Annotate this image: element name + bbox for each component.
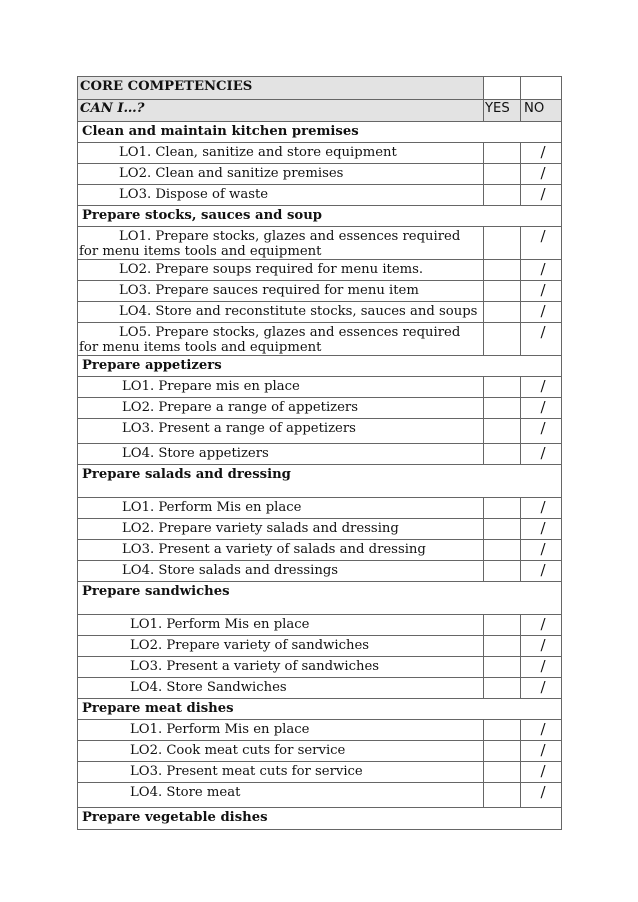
learning-outcome: LO3. Dispose of waste	[78, 185, 484, 206]
yes-cell	[484, 377, 521, 398]
table-row	[78, 419, 562, 444]
section-title: Prepare vegetable dishes	[78, 808, 562, 830]
table-row	[78, 561, 562, 582]
yes-cell	[484, 419, 521, 444]
learning-outcome: LO2. Cook meat cuts for service	[78, 741, 484, 762]
learning-outcome: LO2. Prepare variety salads and dressing	[78, 519, 484, 540]
competency-checklist-table	[77, 76, 562, 830]
table-row	[78, 783, 562, 808]
no-check-mark: /	[521, 143, 562, 164]
table-row	[78, 636, 562, 657]
no-check-mark: /	[521, 741, 562, 762]
table-row	[78, 377, 562, 398]
table-row	[78, 302, 562, 323]
learning-outcome: LO4. Store and reconstitute stocks, sauces and soups	[78, 302, 484, 323]
no-check-mark: /	[521, 783, 562, 808]
learning-outcome: LO2. Prepare soups required for menu items.	[78, 260, 484, 281]
learning-outcome: LO4. Store Sandwiches	[78, 678, 484, 699]
no-check-mark: /	[521, 657, 562, 678]
section-row	[78, 206, 562, 227]
table-row	[78, 260, 562, 281]
yes-cell	[484, 260, 521, 281]
yes-cell	[484, 143, 521, 164]
no-check-mark: /	[521, 323, 562, 356]
learning-outcome: LO3. Present a variety of salads and dressing	[78, 540, 484, 561]
learning-outcome: LO3. Present meat cuts for service	[78, 762, 484, 783]
no-check-mark: /	[521, 615, 562, 636]
yes-cell	[484, 783, 521, 808]
yes-cell	[484, 741, 521, 762]
learning-outcome: LO3. Present a range of appetizers	[78, 419, 484, 444]
yes-cell	[484, 720, 521, 741]
learning-outcome: LO2. Prepare a range of appetizers	[78, 398, 484, 419]
yes-cell	[484, 227, 521, 260]
yes-cell	[484, 636, 521, 657]
table-row	[78, 281, 562, 302]
no-check-mark: /	[521, 227, 562, 260]
yes-cell	[484, 561, 521, 582]
table-row	[78, 678, 562, 699]
learning-outcome: LO1. Perform Mis en place	[78, 615, 484, 636]
table-row	[78, 498, 562, 519]
no-check-mark: /	[521, 398, 562, 419]
learning-outcome: LO4. Store meat	[78, 783, 484, 808]
section-title: Prepare stocks, sauces and soup	[78, 206, 562, 227]
no-check-mark: /	[521, 540, 562, 561]
learning-outcome: LO3. Prepare sauces required for menu item	[78, 281, 484, 302]
learning-outcome: LO2. Prepare variety of sandwiches	[78, 636, 484, 657]
table-row	[78, 519, 562, 540]
section-title: Prepare appetizers	[78, 356, 562, 377]
no-check-mark: /	[521, 419, 562, 444]
learning-outcome: LO1. Prepare stocks, glazes and essences required for menu items tools and equipment	[78, 227, 484, 260]
table-row	[78, 185, 562, 206]
table-row	[78, 540, 562, 561]
learning-outcome: LO4. Store appetizers	[78, 444, 484, 465]
table-row	[78, 762, 562, 783]
learning-outcome: LO4. Store salads and dressings	[78, 561, 484, 582]
no-check-mark: /	[521, 678, 562, 699]
section-row	[78, 808, 562, 830]
no-check-mark: /	[521, 636, 562, 657]
section-row	[78, 356, 562, 377]
learning-outcome: LO5. Prepare stocks, glazes and essences required for menu items tools and equipment	[78, 323, 484, 356]
section-title: Prepare sandwiches	[78, 582, 562, 615]
table-header: CORE COMPETENCIES	[78, 77, 484, 100]
learning-outcome: LO1. Clean, sanitize and store equipment	[78, 143, 484, 164]
yes-cell	[484, 281, 521, 302]
no-check-mark: /	[521, 498, 562, 519]
table-row	[78, 657, 562, 678]
learning-outcome: LO1. Prepare mis en place	[78, 377, 484, 398]
section-row	[78, 699, 562, 720]
table-row	[78, 143, 562, 164]
no-check-mark: /	[521, 185, 562, 206]
yes-cell	[484, 323, 521, 356]
section-row	[78, 582, 562, 615]
no-check-mark: /	[521, 377, 562, 398]
no-check-mark: /	[521, 260, 562, 281]
learning-outcome: LO1. Perform Mis en place	[78, 498, 484, 519]
yes-cell	[484, 615, 521, 636]
no-check-mark: /	[521, 519, 562, 540]
question-row	[78, 100, 562, 122]
question-label: CAN I…?	[78, 100, 484, 122]
header-row	[78, 77, 562, 100]
yes-cell	[484, 302, 521, 323]
no-check-mark: /	[521, 164, 562, 185]
section-title: Prepare meat dishes	[78, 699, 562, 720]
table-row	[78, 720, 562, 741]
yes-cell	[484, 657, 521, 678]
table-row	[78, 615, 562, 636]
yes-cell	[484, 678, 521, 699]
table-row	[78, 164, 562, 185]
section-row	[78, 465, 562, 498]
table-row	[78, 398, 562, 419]
yes-cell	[484, 164, 521, 185]
yes-column-header: YES	[484, 100, 521, 122]
yes-cell	[484, 498, 521, 519]
yes-cell	[484, 444, 521, 465]
learning-outcome: LO2. Clean and sanitize premises	[78, 164, 484, 185]
section-row	[78, 122, 562, 143]
no-column-header: NO	[521, 100, 562, 122]
table-row	[78, 323, 562, 356]
yes-cell	[484, 540, 521, 561]
table-row	[78, 227, 562, 260]
no-check-mark: /	[521, 302, 562, 323]
yes-cell	[484, 398, 521, 419]
section-title: Clean and maintain kitchen premises	[78, 122, 562, 143]
no-check-mark: /	[521, 281, 562, 302]
table-row	[78, 444, 562, 465]
no-check-mark: /	[521, 444, 562, 465]
no-check-mark: /	[521, 561, 562, 582]
table-row	[78, 741, 562, 762]
learning-outcome: LO3. Present a variety of sandwiches	[78, 657, 484, 678]
yes-cell	[484, 185, 521, 206]
no-check-mark: /	[521, 762, 562, 783]
yes-cell	[484, 762, 521, 783]
no-check-mark: /	[521, 720, 562, 741]
section-title: Prepare salads and dressing	[78, 465, 562, 498]
learning-outcome: LO1. Perform Mis en place	[78, 720, 484, 741]
yes-cell	[484, 519, 521, 540]
